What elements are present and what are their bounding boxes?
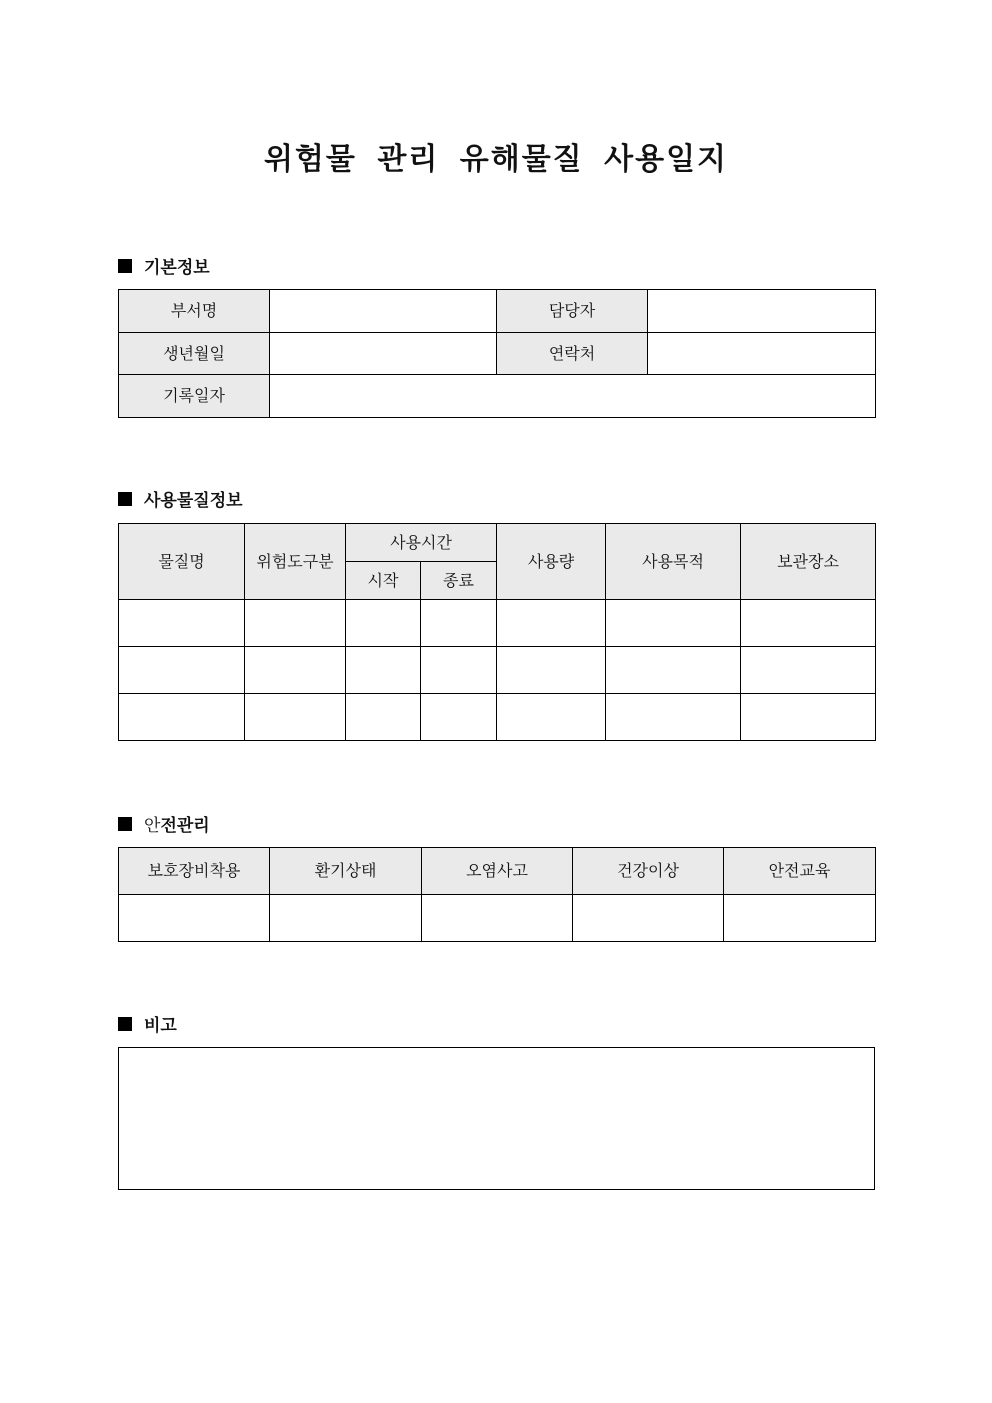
health-field[interactable] [573,895,724,942]
birthdate-label: 생년월일 [119,333,270,375]
square-bullet-icon [118,817,132,831]
cell[interactable] [346,600,421,647]
safety-table [118,847,876,942]
cell[interactable] [245,647,346,694]
header-protective-gear: 보호장비착용 [119,848,270,895]
header-hazard-class: 위험도구분 [245,524,346,600]
header-usage-time: 사용시간 [346,524,497,562]
section-heading-basic-text: 기본정보 [144,258,210,278]
header-purpose: 사용목적 [606,524,741,600]
header-material-name: 물질명 [119,524,245,600]
cell[interactable] [119,694,245,741]
table-row [119,647,876,694]
section-heading-safety-prefix: 안 [144,816,161,836]
protective-gear-field[interactable] [119,895,270,942]
table-row [119,694,876,741]
header-ventilation: 환기상태 [270,848,422,895]
cell[interactable] [421,600,497,647]
cell[interactable] [245,600,346,647]
cell[interactable] [245,694,346,741]
square-bullet-icon [118,492,132,506]
page-title: 위험물 관리 유해물질 사용일지 [263,142,729,177]
section-heading-material-text: 사용물질정보 [144,491,243,511]
square-bullet-icon [118,259,132,273]
record-date-label: 기록일자 [119,375,270,418]
table-row [119,600,876,647]
header-start: 시작 [346,562,421,600]
contact-field[interactable] [648,333,876,375]
record-date-field[interactable] [270,375,876,418]
section-heading-remarks [118,1011,177,1036]
cell[interactable] [119,600,245,647]
header-storage: 보관장소 [741,524,876,600]
cell[interactable] [346,647,421,694]
cell[interactable] [741,647,876,694]
section-heading-basic [118,253,210,278]
contamination-field[interactable] [422,895,573,942]
section-heading-safety-text: 전관리 [160,816,210,836]
cell[interactable] [606,647,741,694]
cell[interactable] [741,600,876,647]
cell[interactable] [497,694,606,741]
safety-training-field[interactable] [724,895,876,942]
header-health: 건강이상 [573,848,724,895]
cell[interactable] [421,647,497,694]
manager-field[interactable] [648,290,876,333]
basic-info-table [118,289,876,418]
section-heading-material [118,486,243,511]
section-heading-remarks-text: 비고 [144,1016,177,1036]
header-amount: 사용량 [497,524,606,600]
header-contamination: 오염사고 [422,848,573,895]
cell[interactable] [119,647,245,694]
cell[interactable] [606,694,741,741]
department-field[interactable] [270,290,497,333]
header-safety-training: 안전교육 [724,848,876,895]
cell[interactable] [497,600,606,647]
cell[interactable] [497,647,606,694]
ventilation-field[interactable] [270,895,422,942]
material-info-table [118,523,876,741]
remarks-box[interactable] [118,1047,875,1190]
manager-label: 담당자 [497,290,648,333]
cell[interactable] [421,694,497,741]
cell[interactable] [346,694,421,741]
header-end: 종료 [421,562,497,600]
department-label: 부서명 [119,290,270,333]
square-bullet-icon [118,1017,132,1031]
cell[interactable] [741,694,876,741]
section-heading-safety [118,811,210,836]
cell[interactable] [606,600,741,647]
birthdate-field[interactable] [270,333,497,375]
contact-label: 연락처 [497,333,648,375]
